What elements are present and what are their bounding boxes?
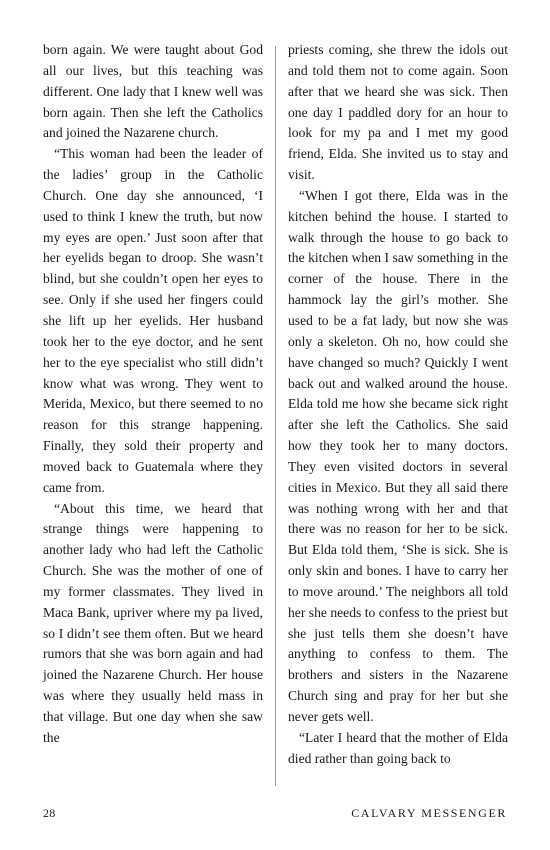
publication-name: CALVARY MESSENGER [351,806,507,820]
paragraph: “This woman had been the leader of the ladies’ group in the Catholic Church. One day she announced, ‘I used to think I knew the truth, but now my eyes are open.’ Just soon after that her eyelids began to droop. She wasn’t blind, but she couldn’t open her eyes to see. Only if she used her fingers could she lift up her eyelids. Her husband took her to the eye doctor, and he sent her to the eye specialist who still didn’t know what was wrong. They went to Merida, Mexico, but there seemed to no reason for this strange happening. Finally, they sold their property and moved back to Guatemala where they came from. [43,146,263,495]
paragraph: “Later I heard that the mother of Elda died rather than going back to [288,729,508,766]
paragraph: “About this time, we heard that strange things were happening to another lady who had left the Catholic Church. She was the mother of one of my former classmates. They lived in Maca Bank, upriver where my pa lived, so I didn’t see them often. But we heard rumors that she was born again and had joined the Nazarene Church. Her house was where they usually held mass in that village. But one day when she saw the [43,500,263,745]
paragraph: “When I got there, Elda was in the kitchen behind the house. I started to walk through the house to go back to the kitchen when I saw something in the corner of the house. There in the hammock lay the girl’s mother. She used to be a fat lady, but now she was only a skeleton. Oh no, how could she have changed so much? Quickly I went back out and walked around the house. Elda told me how she became sick right after she left the Catholics. She said how they took her to many doctors. They even visited doctors in several cities in Mexico. But they all said there was nothing wrong with her and that there was no reason for her to be sick. But Elda told them, ‘She is sick. She is only skin and bones. I have to carry her to move around.’ The neighbors all told her she needs to confess to the priest but she just tells them she doesn’t have anything to confess to them. The brothers and sisters in the Nazarene Church sing and pray for her but she never gets well. [288,187,508,724]
paragraph: born again. We were taught about God all our lives, but this teaching was different. One lady that I knew well was born again. Then she left the Catholics and joined the Nazarene church. [43,42,263,141]
right-column [288,40,508,770]
left-column [43,40,263,749]
page-number: 28 [43,806,56,820]
paragraph: priests coming, she threw the idols out and told them not to come again. Soon after that we heard she was sick. Then one day I paddled dory for an hour to look for my pa and I met my good friend, Elda. She invited us to stay and visit. [288,42,508,183]
column-divider [275,46,276,786]
